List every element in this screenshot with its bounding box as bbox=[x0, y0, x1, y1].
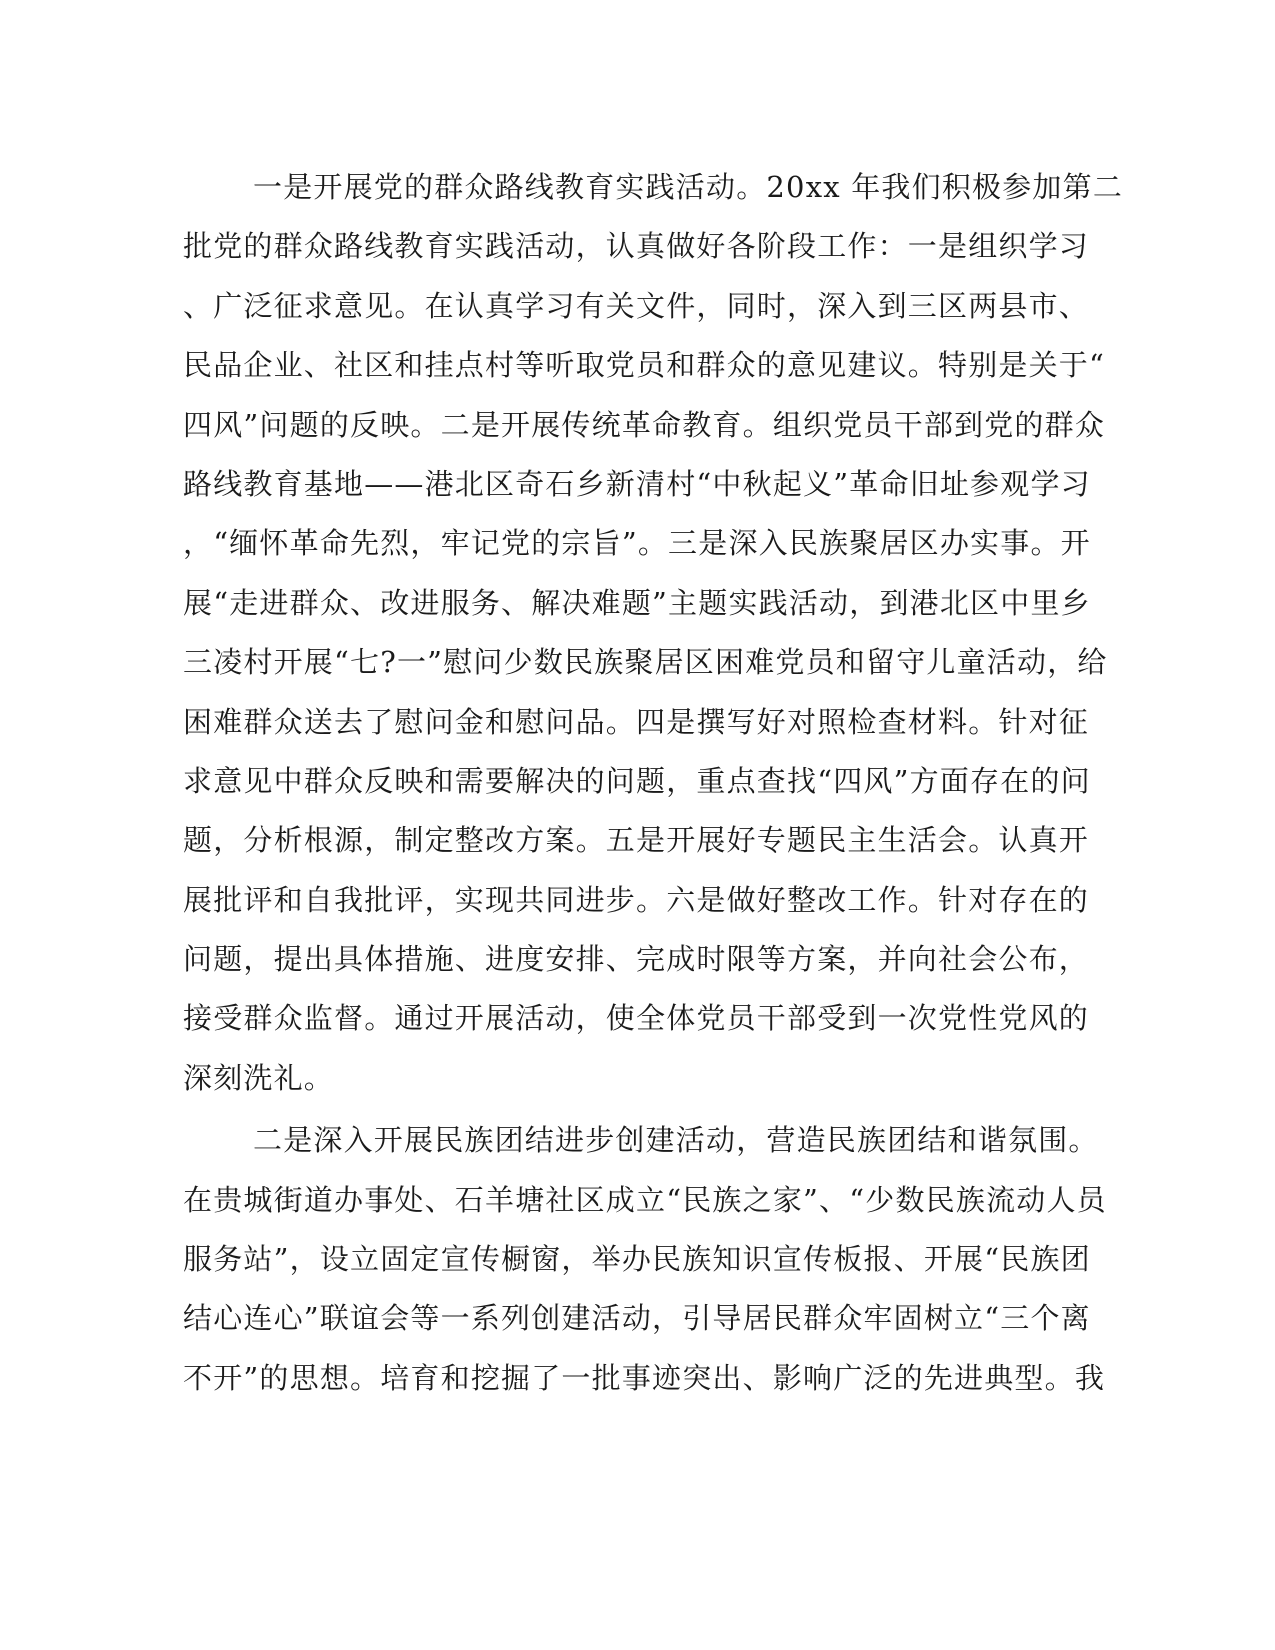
paragraph-line: 路线教育基地——港北区奇石乡新清村“中秋起义”革命旧址参观学习 bbox=[183, 466, 1091, 501]
paragraph-line: 接受群众监督。通过开展活动，使全体党员干部受到一次党性党风的 bbox=[183, 1001, 1090, 1036]
paragraph-line: 困难群众送去了慰问金和慰问品。四是撰写好对照检查材料。针对征 bbox=[183, 704, 1090, 739]
paragraph-line: 、广泛征求意见。在认真学习有关文件，同时，深入到三区两县市、 bbox=[183, 288, 1090, 323]
paragraph-2 bbox=[183, 1111, 1107, 1408]
paragraph-line: 民品企业、社区和挂点村等听取党员和群众的意见建议。特别是关于“ bbox=[183, 348, 1106, 383]
document-body bbox=[183, 158, 1124, 1408]
paragraph-line: 三凌村开展“七?一”慰问少数民族聚居区困难党员和留守儿童活动，给 bbox=[183, 645, 1108, 680]
paragraph-line: 四风”问题的反映。二是开展传统革命教育。组织党员干部到党的群众 bbox=[183, 407, 1106, 442]
paragraph-line: 批党的群众路线教育实践活动，认真做好各阶段工作：一是组织学习 bbox=[183, 229, 1090, 264]
paragraph-line: 深刻洗礼。 bbox=[183, 1060, 335, 1095]
paragraph-line: 在贵城街道办事处、石羊塘社区成立“民族之家”、“少数民族流动人员 bbox=[183, 1182, 1107, 1217]
paragraph-line: 结心连心”联谊会等一系列创建活动，引导居民群众牢固树立“三个离 bbox=[183, 1301, 1091, 1336]
paragraph-line: 问题，提出具体措施、进度安排、完成时限等方案，并向社会公布， bbox=[183, 942, 1090, 977]
paragraph-line: 一是开展党的群众路线教育实践活动。20xx 年我们积极参加第二 bbox=[253, 170, 1124, 204]
paragraph-line: 服务站”，设立固定宣传橱窗，举办民族知识宣传板报、开展“民族团 bbox=[183, 1242, 1091, 1277]
paragraph-line: 题，分析根源，制定整改方案。五是开展好专题民主生活会。认真开 bbox=[183, 823, 1090, 858]
paragraph-line: 二是深入开展民族团结进步创建活动，营造民族团结和谐氛围。 bbox=[253, 1123, 1099, 1158]
paragraph-line: ，“缅怀革命先烈，牢记党的宗旨”。三是深入民族聚居区办实事。开 bbox=[183, 526, 1091, 561]
paragraph-line: 展“走进群众、改进服务、解决难题”主题实践活动，到港北区中里乡 bbox=[183, 585, 1091, 620]
paragraph-line: 求意见中群众反映和需要解决的问题，重点查找“四风”方面存在的问 bbox=[183, 763, 1091, 798]
paragraph-1 bbox=[183, 158, 1124, 1108]
paragraph-line: 展批评和自我批评，实现共同进步。六是做好整改工作。针对存在的 bbox=[183, 882, 1090, 917]
paragraph-line: 不开”的思想。培育和挖掘了一批事迹突出、影响广泛的先进典型。我 bbox=[183, 1360, 1106, 1395]
